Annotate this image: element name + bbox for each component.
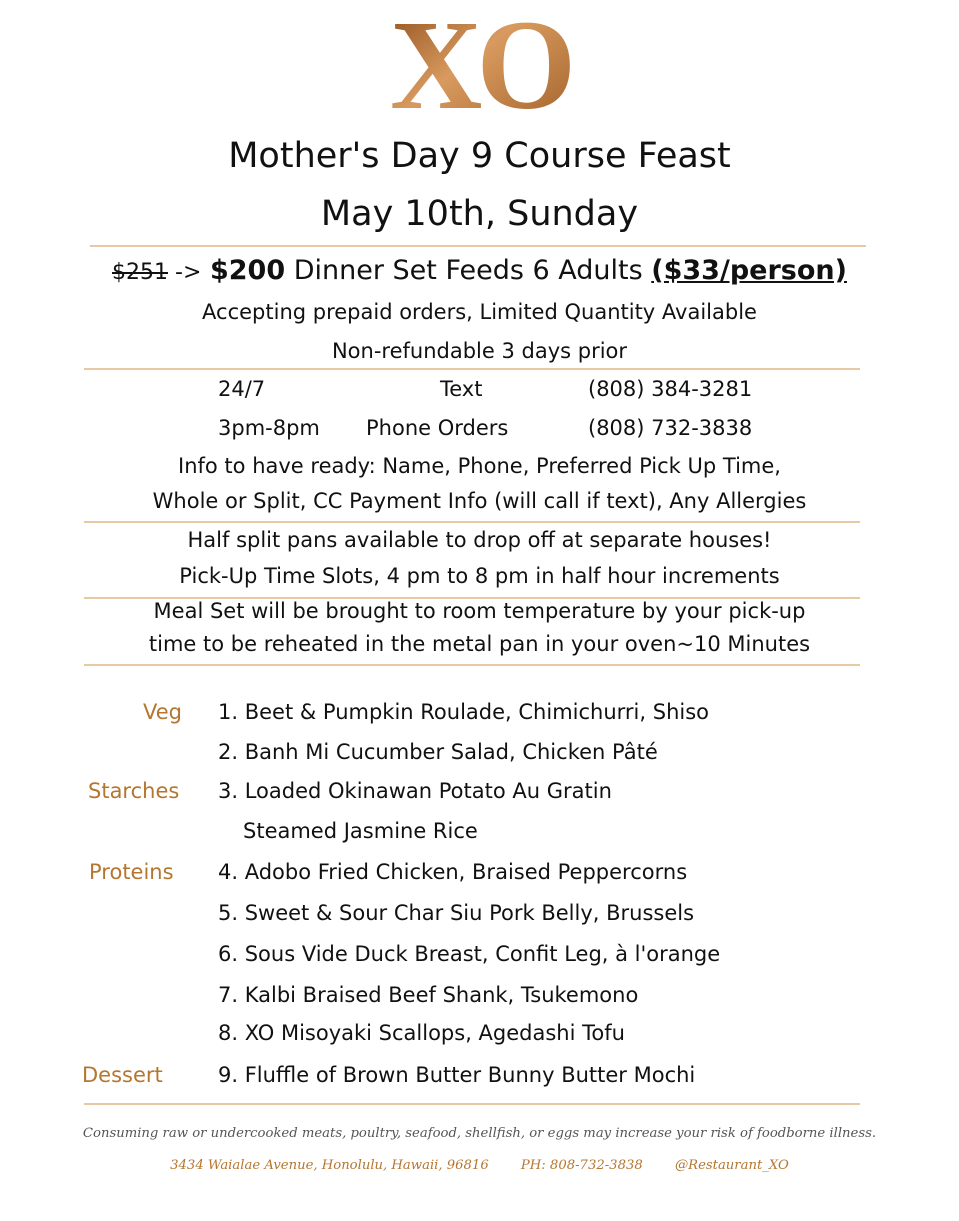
social-handle[interactable]: @Restaurant_XO [674, 1158, 789, 1173]
menu-item: 9. Fluffle of Brown Butter Bunny Butter Mochi [218, 1063, 696, 1087]
pickup-line: Half split pans available to drop off at separate houses! [187, 528, 772, 552]
menu-item: 7. Kalbi Braised Beef Shank, Tsukemono [218, 983, 639, 1007]
event-date: May 10th, Sunday [320, 194, 639, 234]
divider [84, 664, 860, 666]
contact-hours: 24/7 [218, 377, 266, 401]
menu-category-proteins: Proteins [89, 860, 174, 884]
food-safety-disclaimer: Consuming raw or undercooked meats, poultry, seafood, shellfish, or eggs may increase your risk of foodborne illness. [82, 1126, 877, 1141]
new-price: $200 [209, 255, 286, 286]
page-title: Mother's Day 9 Course Feast [228, 136, 731, 176]
footer-phone[interactable]: PH: 808-732-3838 [520, 1158, 643, 1173]
menu-item: 1. Beet & Pumpkin Roulade, Chimichurri, Shiso [218, 700, 710, 724]
reheat-line: time to be reheated in the metal pan in your oven~10 Minutes [148, 632, 811, 656]
refund-note: Non-refundable 3 days prior [331, 339, 628, 363]
footer-contact [0, 1158, 959, 1173]
offer-text: Dinner Set Feeds 6 Adults [285, 255, 652, 286]
info-line: Info to have ready: Name, Phone, Preferred Pick Up Time, [178, 454, 781, 478]
divider [84, 1103, 860, 1105]
price-arrow: -> [168, 260, 202, 285]
contact-method: Phone Orders [366, 416, 509, 440]
divider [84, 521, 860, 523]
address: 3434 Waialae Avenue, Honolulu, Hawaii, 96816 [170, 1158, 489, 1173]
menu-item: 2. Banh Mi Cucumber Salad, Chicken Pâté [218, 740, 658, 764]
prepaid-note: Accepting prepaid orders, Limited Quantity Available [202, 300, 757, 324]
menu-item: 4. Adobo Fried Chicken, Braised Peppercorns [218, 860, 688, 884]
divider [84, 368, 860, 370]
pickup-line: Pick-Up Time Slots, 4 pm to 8 pm in half hour increments [179, 564, 780, 588]
menu-category-starches: Starches [88, 779, 180, 803]
per-person-price: ($33/person) [651, 255, 847, 286]
text-phone[interactable]: (808) 384-3281 [588, 377, 753, 401]
info-line: Whole or Split, CC Payment Info (will call if text), Any Allergies [152, 489, 807, 513]
menu-item: 5. Sweet & Sour Char Siu Pork Belly, Brussels [218, 901, 695, 925]
menu-category-dessert: Dessert [82, 1063, 163, 1087]
contact-hours: 3pm-8pm [218, 416, 320, 440]
menu-category-veg: Veg [143, 700, 182, 724]
old-price: $251 [112, 260, 169, 285]
menu-item: 8. XO Misoyaki Scallops, Agedashi Tofu [218, 1021, 625, 1045]
reheat-line: Meal Set will be brought to room temperature by your pick-up [153, 599, 806, 623]
divider [90, 245, 866, 247]
menu-item: 3. Loaded Okinawan Potato Au Gratin [218, 779, 612, 803]
order-phone[interactable]: (808) 732-3838 [588, 416, 753, 440]
menu-item: 6. Sous Vide Duck Breast, Confit Leg, à l'orange [218, 942, 721, 966]
contact-method: Text [440, 377, 483, 401]
xo-logo [0, 8, 959, 130]
menu-item: Steamed Jasmine Rice [243, 819, 478, 843]
offer-line [0, 255, 959, 286]
logo-text: XO [389, 8, 570, 130]
